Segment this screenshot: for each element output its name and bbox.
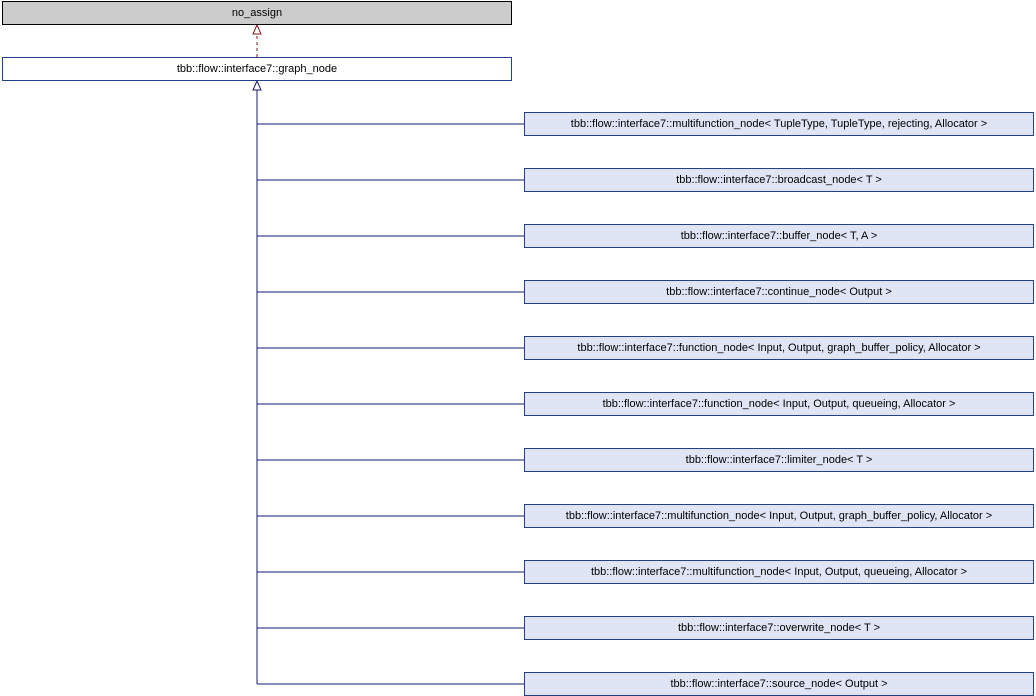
node-overwrite-node[interactable] (524, 616, 1034, 640)
node-multifunction-node-tupletype[interactable] (524, 112, 1034, 136)
node-broadcast-node[interactable] (524, 168, 1034, 192)
node-label: tbb::flow::interface7::function_node< Input, Output, graph_buffer_policy, Allocator > (577, 342, 981, 354)
node-label: tbb::flow::interface7::source_node< Output > (670, 678, 888, 690)
node-label: tbb::flow::interface7::limiter_node< T > (685, 454, 873, 466)
node-multifunction-node-graph-buffer-policy[interactable] (524, 504, 1034, 528)
edge-graph-node-to-no-assign (253, 25, 261, 57)
node-label: tbb::flow::interface7::function_node< Input, Output, queueing, Allocator > (602, 398, 956, 410)
node-label: tbb::flow::interface7::buffer_node< T, A > (680, 230, 878, 242)
node-no-assign[interactable] (2, 1, 512, 25)
node-buffer-node[interactable] (524, 224, 1034, 248)
node-label: tbb::flow::interface7::multifunction_node< TupleType, TupleType, rejecting, Allocator > (570, 118, 988, 130)
node-label: no_assign (231, 7, 283, 19)
node-function-node-queueing[interactable] (524, 392, 1034, 416)
node-graph-node[interactable] (2, 57, 512, 81)
node-label: tbb::flow::interface7::overwrite_node< T > (678, 622, 880, 634)
node-label: tbb::flow::interface7::multifunction_node< Input, Output, graph_buffer_policy, Allocator > (565, 510, 993, 522)
node-function-node-graph-buffer-policy[interactable] (524, 336, 1034, 360)
node-label: tbb::flow::interface7::graph_node (176, 63, 338, 75)
node-limiter-node[interactable] (524, 448, 1034, 472)
node-multifunction-node-queueing[interactable] (524, 560, 1034, 584)
node-label: tbb::flow::interface7::broadcast_node< T > (676, 174, 882, 186)
node-label: tbb::flow::interface7::continue_node< Output > (666, 286, 892, 298)
edge-branches (257, 124, 524, 684)
edge-derived-to-graph-node (253, 81, 261, 684)
node-source-node[interactable] (524, 672, 1034, 696)
node-continue-node[interactable] (524, 280, 1034, 304)
node-label: tbb::flow::interface7::multifunction_node< Input, Output, queueing, Allocator > (590, 566, 968, 578)
